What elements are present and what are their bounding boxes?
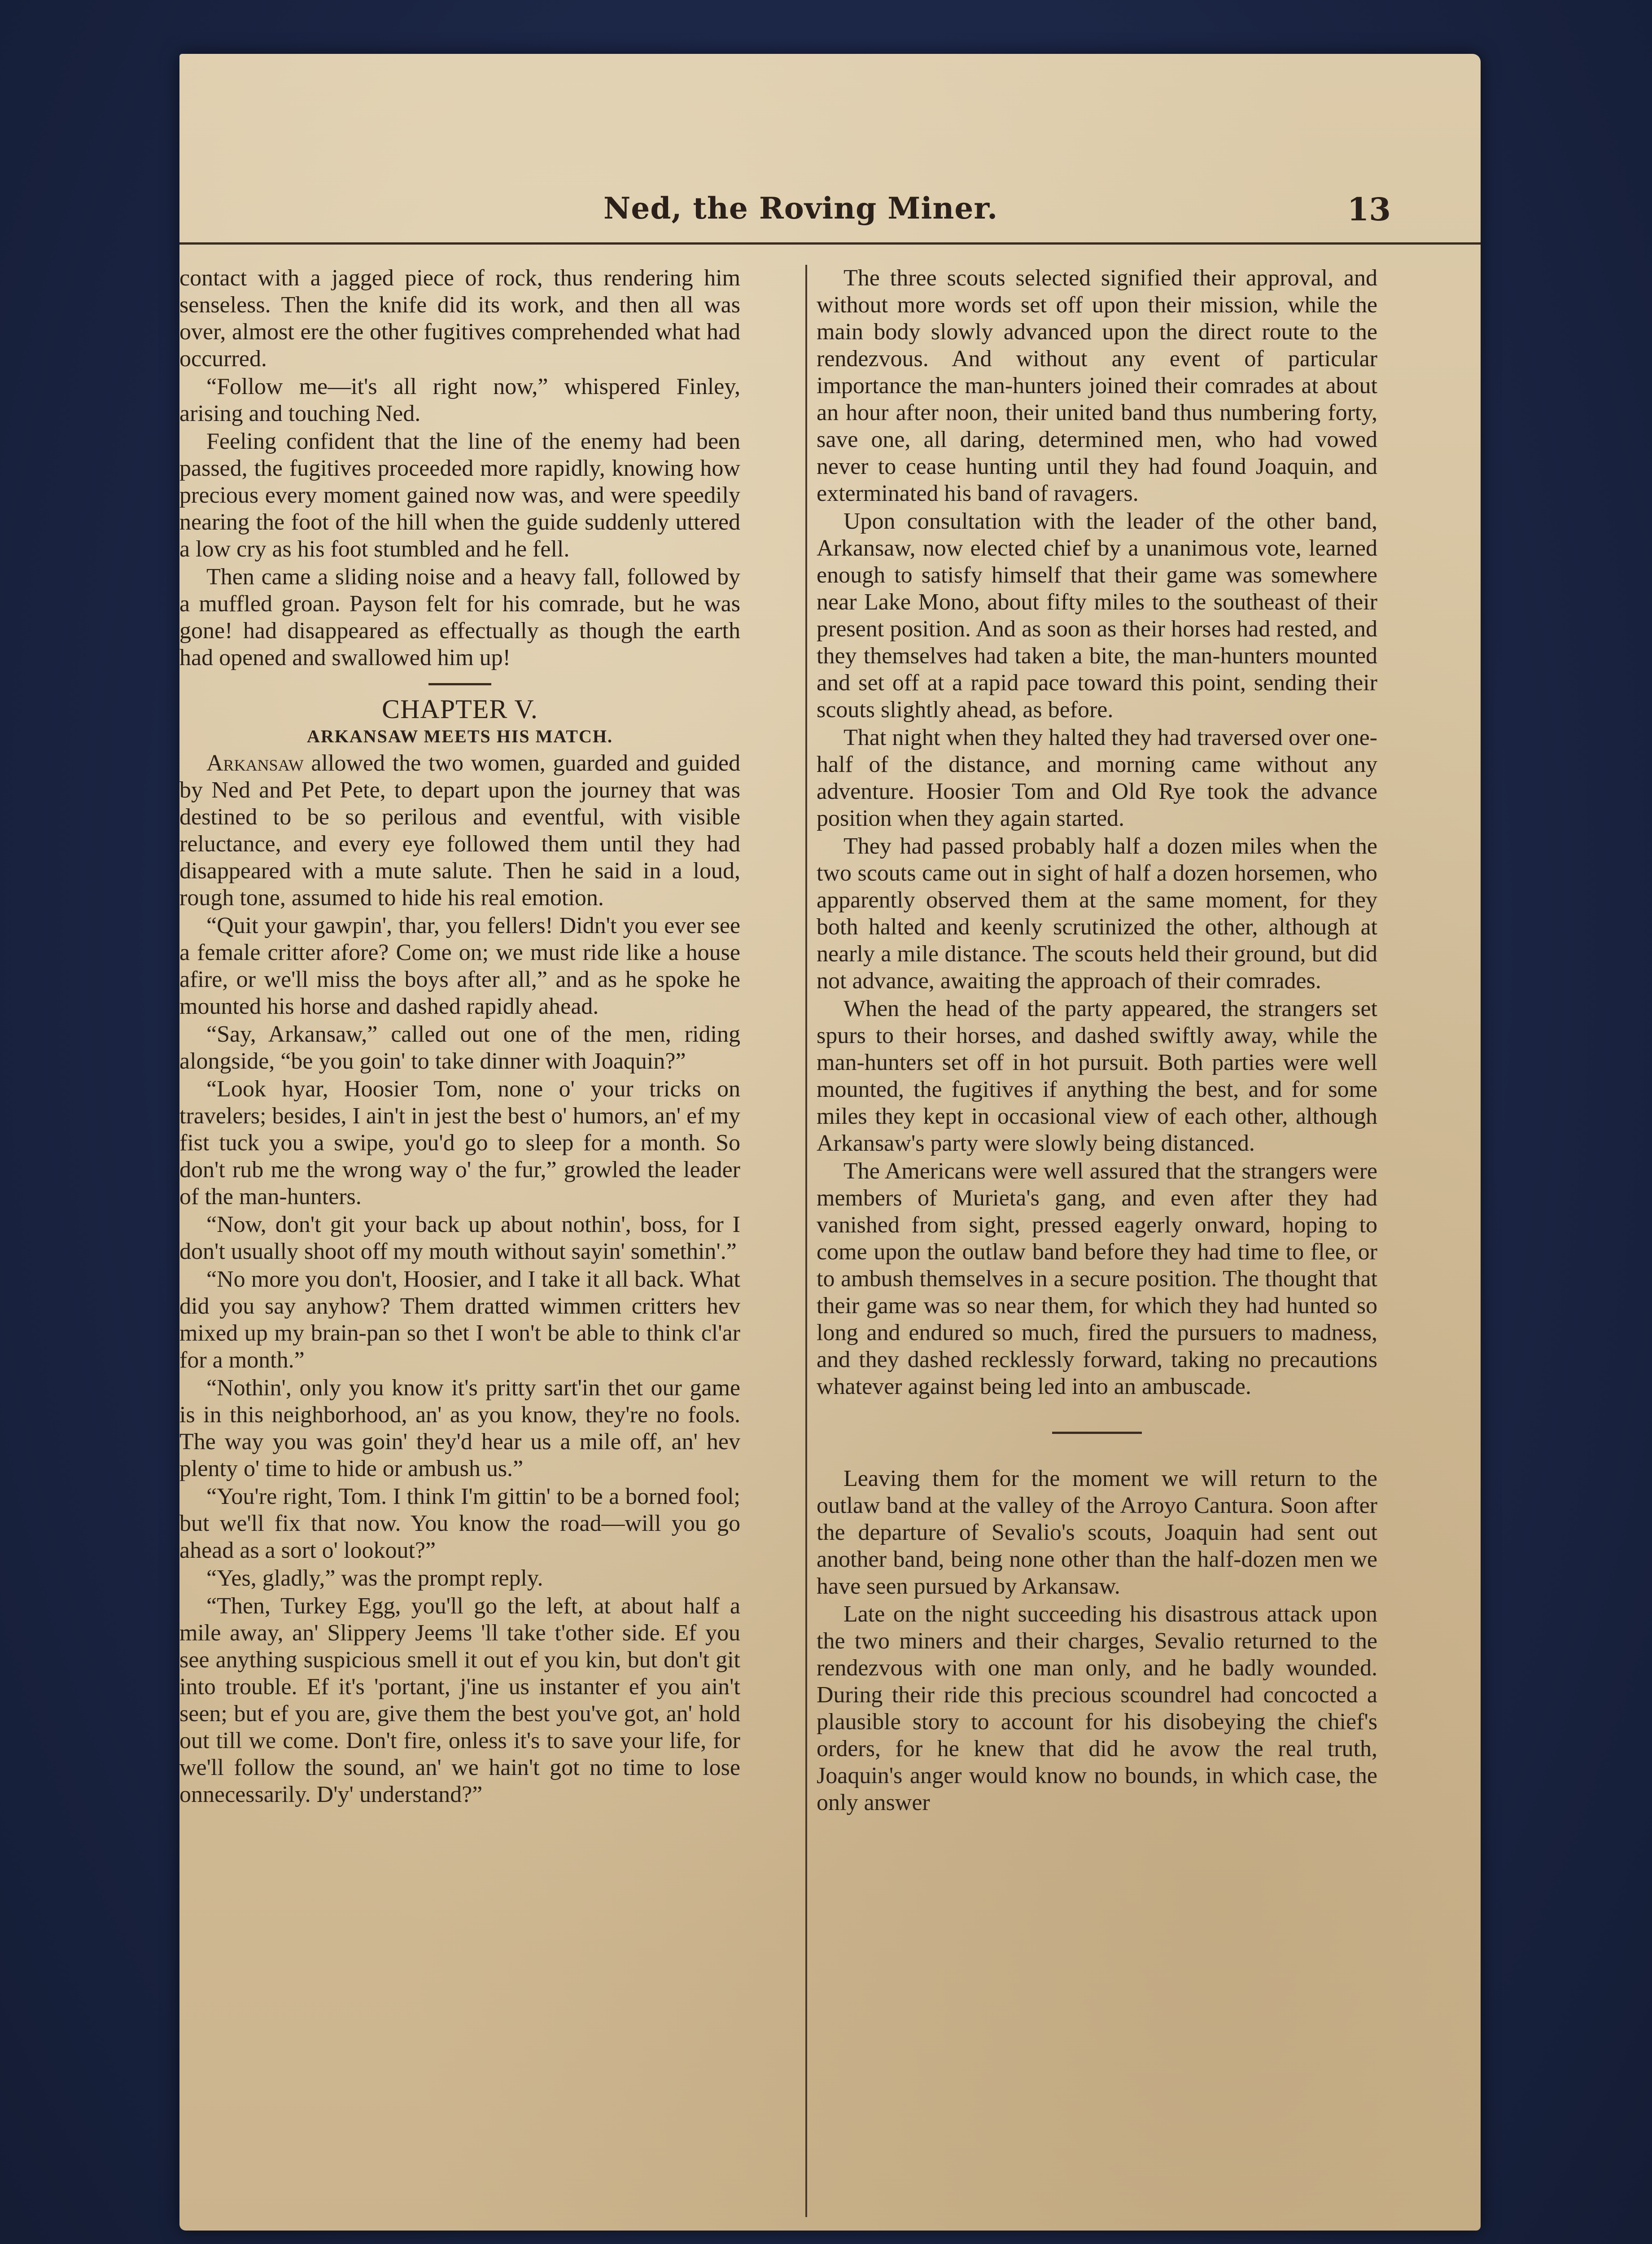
paragraph: “Nothin', only you know it's pritty sart'in thet our game is in this neighborhood, an' as you know, they're no fools. The way you was goin' they'd hear us a mile off, an' hev plenty o' time to hide or ambush us.” [179, 1375, 740, 1481]
paragraph: “Then, Turkey Egg, you'll go the left, at about half a mile away, an' Slippery Jeems 'll take t'other side. Ef you see anything suspicious smell it out ef you kin, but don't git into trouble. Ef it's 'portant, j'ine us instanter ef you ain't seen; but ef you are, give them the best you've got, an' hold out till we come. Don't fire, onless it's to save your life, for we'll follow the sound, an' we hain't got no time to lose onnecessarily. D'y' understand?” [179, 1593, 740, 1807]
section-divider [1052, 1432, 1142, 1434]
paragraph: Feeling confident that the line of the enemy had been passed, the fugitives proceeded more rapidly, knowing how precious every moment gained now was, and were speedily nearing the foot of the hill when the guide suddenly uttered a low cry as his foot stumbled and he fell. [179, 429, 740, 562]
column-rule [805, 265, 807, 2217]
paragraph: When the head of the party appeared, the strangers set spurs to their horses, and dashed swiftly away, while the man-hunters set off in hot pursuit. Both parties were well mounted, the fugitives if anything the best, and for some miles they kept in occasional view of each other, although Arkansaw's party were slowly being distanced. [817, 996, 1377, 1156]
running-title: Ned, the Roving Miner. [603, 191, 998, 226]
chapter-lead-word: Arkansaw [206, 750, 304, 776]
chapter-title: CHAPTER V. [382, 694, 538, 724]
paragraph: “Yes, gladly,” was the prompt reply. [206, 1565, 543, 1591]
paragraph-text: allowed the two women, guarded and guided by Ned and Pet Pete, to depart upon the journey that was destined to be so perilous and eventful, with visible reluctance, and every eye followed them until they had disappeared with a mute salute. Then he said in a loud, rough tone, assumed to hide his real emotion. [179, 750, 740, 911]
paragraph: That night when they halted they had traversed over one-half of the distance, and morning came without any adventure. Hoosier Tom and Old Rye took the advance position when they again started. [817, 725, 1377, 831]
header-rule [179, 242, 1481, 245]
paragraph: Upon consultation with the leader of the other band, Arkansaw, now elected chief by a unanimous vote, learned enough to satisfy himself that their game was somewhere near Lake Mono, about fifty miles to the southeast of their present position. And as soon as their horses had rested, and they themselves had taken a bite, the man-hunters mounted and set off at a rapid pace toward this point, sending their scouts slightly ahead, as before. [817, 508, 1377, 723]
paragraph: contact with a jagged piece of rock, thus rendering him senseless. Then the knife did its work, and then all was over, almost ere the other fugitives comprehended what had occurred. [179, 265, 740, 372]
paragraph: “Follow me—it's all right now,” whispered Finley, arising and touching Ned. [179, 374, 740, 426]
page-number: 13 [1347, 191, 1391, 228]
paragraph: “Quit your gawpin', thar, you fellers! Didn't you ever see a female critter afore? Come on; we must ride like a house afire, or we'll miss the boys after all,” and as he spoke he mounted his horse and dashed rapidly ahead. [179, 913, 740, 1019]
paragraph: “Now, don't git your back up about nothin', boss, for I don't usually shoot off my mouth without sayin' somethin'.” [179, 1212, 740, 1264]
paragraph: Then came a sliding noise and a heavy fall, followed by a muffled groan. Payson felt for his comrade, but he was gone! had disappeared as effectually as though the earth had opened and swallowed him up! [179, 564, 740, 671]
running-header [179, 191, 1481, 231]
paragraph: They had passed probably half a dozen miles when the two scouts came out in sight of half a dozen horsemen, who apparently observed them at the same moment, for they both halted and keenly scrutinized the other, although at nearly a mile distance. The scouts held their ground, but did not advance, awaiting the approach of their comrades. [817, 833, 1377, 994]
chapter-subtitle: ARKANSAW MEETS HIS MATCH. [307, 726, 613, 746]
left-column [179, 265, 740, 1809]
paragraph: The Americans were well assured that the strangers were members of Murieta's gang, and even after they had vanished from sight, pressed eagerly onward, hoping to come upon the outlaw band before they had time to flee, or to ambush themselves in a secure position. The thought that their game was so near them, for which they had hunted so long and endured so much, fired the pursuers to madness, and they dashed recklessly forward, taking no precautions whatever against being led into an ambuscade. [817, 1158, 1377, 1399]
right-column [817, 265, 1377, 1817]
paragraph: “No more you don't, Hoosier, and I take it all back. What did you say anyhow? Them dratted wimmen critters hev mixed up my brain-pan so thet I won't be able to think cl'ar for a month.” [179, 1267, 740, 1373]
paragraph [179, 750, 740, 912]
paragraph: “Say, Arkansaw,” called out one of the men, riding alongside, “be you goin' to take dinner with Joaquin?” [179, 1021, 740, 1074]
paragraph: “You're right, Tom. I think I'm gittin' to be a borned fool; but we'll fix that now. You know the road—will you go ahead as a sort o' lookout?” [179, 1484, 740, 1563]
book-page [179, 54, 1481, 2231]
section-divider [428, 683, 491, 685]
paragraph: Leaving them for the moment we will return to the outlaw band at the valley of the Arroyo Cantura. Soon after the departure of Sevalio's scouts, Joaquin had sent out another band, being none other than the half-dozen men we have seen pursued by Arkansaw. [817, 1466, 1377, 1599]
paragraph: Late on the night succeeding his disastrous attack upon the two miners and their charges, Sevalio returned to the rendezvous with one man only, and he badly wounded. During their ride this precious scoundrel had concocted a plausible story to account for his disobeying the chief's orders, for he knew that did he avow the real truth, Joaquin's anger would know no bounds, in which case, the only answer [817, 1601, 1377, 1815]
paragraph: “Look hyar, Hoosier Tom, none o' your tricks on travelers; besides, I ain't in jest the best o' humors, an' ef my fist tuck you a swipe, you'd go to sleep for a month. So don't rub me the wrong way o' the fur,” growled the leader of the man-hunters. [179, 1076, 740, 1210]
paragraph: The three scouts selected signified their approval, and without more words set off upon their mission, while the main body slowly advanced upon the direct route to the rendezvous. And without any event of particular importance the man-hunters joined their comrades at about an hour after noon, their united band thus numbering forty, save one, all daring, determined men, who had vowed never to cease hunting until they had found Joaquin, and exterminated his band of ravagers. [817, 265, 1377, 506]
